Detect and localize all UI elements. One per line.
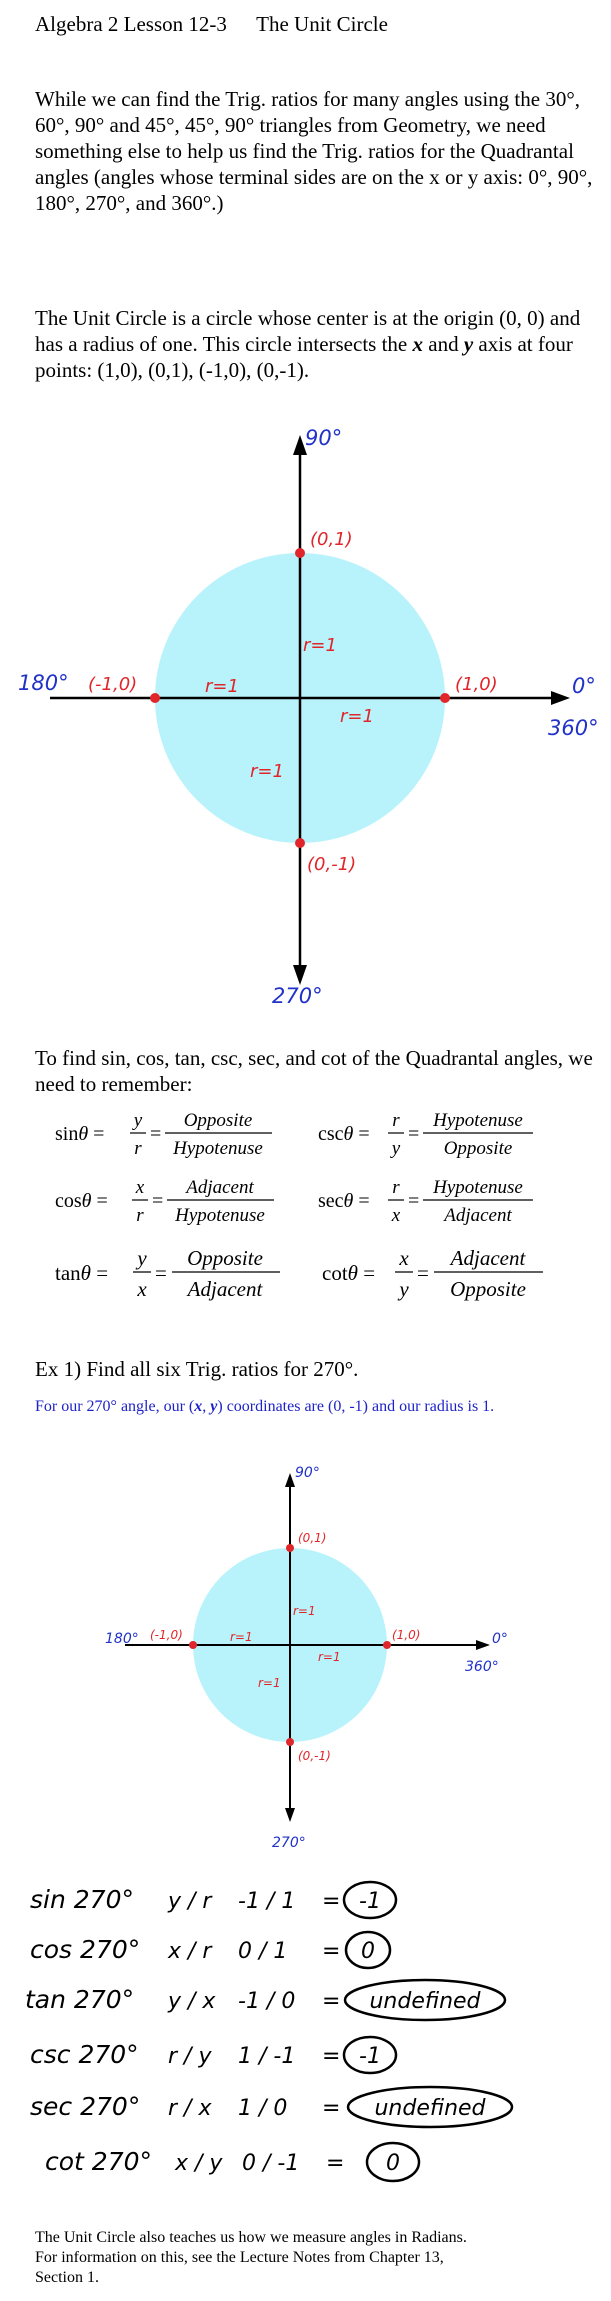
footer-note (35, 2228, 595, 2288)
sec-word-den: Adjacent (444, 1205, 512, 1226)
svg-text:sinθ =: sinθ = (55, 1123, 105, 1145)
formula-row-sin-csc (55, 1110, 533, 1159)
csc-answer: -1 (359, 2044, 381, 2069)
svg-text:=: = (322, 2044, 341, 2069)
radius-right-label: r=1 (340, 706, 374, 727)
point-bottom (295, 838, 305, 848)
example-y-axis-arrow-up (285, 1473, 295, 1487)
svg-text:y / r: y / r (168, 1889, 212, 1914)
svg-text:=: = (417, 1261, 429, 1285)
point-right-label: (1,0) (455, 674, 498, 695)
example-x-axis-arrow (476, 1640, 490, 1650)
svg-text:sec 270°: sec 270° (30, 2092, 141, 2121)
example-radius-down-label: r=1 (258, 1676, 281, 1690)
angle-0-label: 0° (572, 674, 596, 698)
sin-num: y (133, 1110, 143, 1131)
footer-line-3: Section 1. (35, 2269, 99, 2286)
radius-up-label: r=1 (303, 635, 337, 656)
angle-270-label: 270° (272, 984, 323, 1005)
sec-answer: undefined (374, 2096, 486, 2121)
cos-word-den: Hypotenuse (175, 1205, 265, 1226)
worked-solutions (0, 1870, 611, 2190)
cot-num: x (399, 1246, 409, 1270)
svg-text:cscθ =: cscθ = (318, 1123, 370, 1145)
svg-text:-1 / 1: -1 / 1 (238, 1889, 296, 1914)
csc-num: r (392, 1110, 400, 1131)
sin-answer: -1 (359, 1889, 381, 1914)
example-angle-270-label: 270° (272, 1835, 306, 1851)
work-row-csc (30, 2037, 396, 2073)
angle-90-label: 90° (305, 426, 343, 450)
example-point-right-label: (1,0) (392, 1628, 421, 1642)
svg-text:r / x: r / x (168, 2096, 212, 2121)
angle-180-label: 180° (18, 671, 69, 695)
tan-answer: undefined (369, 1989, 481, 2014)
sin-word-num: Opposite (183, 1110, 253, 1131)
cos-den: r (136, 1205, 144, 1226)
example-note: For our 270° angle, our (x, y) coordinates are (0, -1) and our radius is 1. (35, 1398, 495, 1415)
work-row-cos (30, 1932, 390, 1968)
angle-360-label: 360° (548, 716, 599, 740)
svg-text:cot 270°: cot 270° (45, 2147, 153, 2176)
example-point-top (286, 1544, 294, 1552)
example-radius-up-label: r=1 (293, 1604, 316, 1618)
intro-paragraph-1: While we can find the Trig. ratios for many angles using the 30°, 60°, 90° and 45°, 45°, 90° triangles from Geometry, we need something else to help us find the Trig. ratios for the Quadrantal angles (angles whose terminal sides are on the x or y axis: 0°, 90°, 180°, 270°, and 360°.) (35, 87, 593, 215)
csc-word-den: Opposite (443, 1138, 513, 1159)
cot-word-num: Adjacent (450, 1246, 526, 1270)
point-right (440, 693, 450, 703)
cot-den: y (399, 1277, 409, 1301)
formula-row-cos-sec (55, 1177, 533, 1226)
point-top (295, 548, 305, 558)
trig-formulas (0, 1100, 611, 1320)
example-unit-circle-diagram (0, 1455, 611, 1855)
svg-text:y / x: y / x (168, 1989, 216, 2014)
cos-word-num: Adjacent (186, 1177, 254, 1198)
point-top-label: (0,1) (310, 529, 353, 550)
work-row-tan (25, 1980, 505, 2020)
formula-intro: To find sin, cos, tan, csc, sec, and cot of the Quadrantal angles, we need to remember: (35, 1046, 593, 1096)
example-angle-0-label: 0° (492, 1631, 508, 1647)
tan-word-num: Opposite (187, 1246, 263, 1270)
example-radius-right-label: r=1 (318, 1650, 341, 1664)
example-point-left-label: (-1,0) (150, 1628, 183, 1642)
unit-circle-diagram (0, 415, 611, 1005)
example-point-right (383, 1641, 391, 1649)
svg-text:=: = (322, 1939, 341, 1964)
svg-text:cosθ =: cosθ = (55, 1190, 108, 1212)
svg-text:sin 270°: sin 270° (30, 1885, 134, 1914)
svg-text:cos 270°: cos 270° (30, 1935, 141, 1964)
svg-text:=: = (408, 1190, 420, 1212)
svg-text:1 / -1: 1 / -1 (238, 2044, 296, 2069)
work-row-sin (30, 1882, 396, 1918)
sec-den: x (391, 1205, 401, 1226)
example-point-bottom-label: (0,-1) (298, 1749, 331, 1763)
example-angle-90-label: 90° (295, 1465, 320, 1481)
tan-word-den: Adjacent (187, 1277, 263, 1301)
svg-text:=: = (150, 1123, 162, 1145)
example-angle-180-label: 180° (105, 1631, 139, 1647)
svg-text:tanθ =: tanθ = (55, 1261, 109, 1285)
example-y-axis-arrow-down (285, 1808, 295, 1822)
cos-num: x (135, 1177, 145, 1198)
point-left-label: (-1,0) (88, 674, 138, 695)
svg-text:cotθ =: cotθ = (322, 1261, 376, 1285)
cot-answer: 0 (386, 2151, 400, 2176)
svg-text:=: = (155, 1261, 167, 1285)
page-title (35, 12, 388, 37)
intro-paragraph-2: The Unit Circle is a circle whose center is at the origin (0, 0) and has a radius of one. This circle intersects the x and y axis at four points: (1,0), (0,1), (-1,0), (0,-1). (35, 306, 581, 382)
example-point-bottom (286, 1738, 294, 1746)
example-radius-left-label: r=1 (230, 1630, 253, 1644)
csc-word-num: Hypotenuse (433, 1110, 523, 1131)
svg-text:0 / 1: 0 / 1 (238, 1939, 288, 1964)
svg-text:tan 270°: tan 270° (25, 1985, 135, 2014)
point-left (150, 693, 160, 703)
svg-text:=: = (322, 1989, 341, 2014)
svg-text:=: = (152, 1190, 164, 1212)
svg-text:x / r: x / r (168, 1939, 212, 1964)
work-row-sec (30, 2087, 512, 2127)
sec-word-num: Hypotenuse (433, 1177, 523, 1198)
work-row-cot (45, 2143, 419, 2181)
svg-text:csc 270°: csc 270° (30, 2040, 139, 2069)
svg-text:secθ =: secθ = (318, 1190, 370, 1212)
svg-text:=: = (322, 2096, 341, 2121)
radius-down-label: r=1 (250, 761, 284, 782)
example-point-top-label: (0,1) (298, 1531, 327, 1545)
footer-line-1: The Unit Circle also teaches us how we measure angles in Radians. (35, 2229, 467, 2246)
sin-word-den: Hypotenuse (173, 1138, 263, 1159)
svg-text:r / y: r / y (168, 2044, 212, 2069)
x-axis-arrow (551, 691, 570, 705)
tan-num: y (137, 1246, 147, 1270)
cot-word-den: Opposite (450, 1277, 526, 1301)
svg-text:0 / -1: 0 / -1 (242, 2151, 300, 2176)
radius-left-label: r=1 (205, 676, 239, 697)
svg-text:=: = (326, 2151, 345, 2176)
y-axis-arrow-down (293, 965, 307, 985)
formula-row-tan-cot (55, 1246, 543, 1301)
svg-text:=: = (408, 1123, 420, 1145)
svg-text:=: = (322, 1889, 341, 1914)
cos-answer: 0 (361, 1939, 375, 1964)
footer-line-2: For information on this, see the Lecture Notes from Chapter 13, (35, 2249, 444, 2266)
svg-text:x / y: x / y (175, 2151, 223, 2176)
tan-den: x (137, 1277, 147, 1301)
example-point-left (189, 1641, 197, 1649)
svg-text:-1 / 0: -1 / 0 (238, 1989, 296, 2014)
svg-text:1 / 0: 1 / 0 (238, 2096, 288, 2121)
sec-num: r (392, 1177, 400, 1198)
sin-den: r (134, 1138, 142, 1159)
example-heading: Ex 1) Find all six Trig. ratios for 270°. (35, 1357, 359, 1381)
point-bottom-label: (0,-1) (307, 854, 357, 875)
lesson-label: Algebra 2 Lesson 12-3 (35, 12, 227, 36)
csc-den: y (391, 1138, 401, 1159)
example-angle-360-label: 360° (465, 1659, 499, 1675)
topic-label: The Unit Circle (256, 12, 388, 36)
